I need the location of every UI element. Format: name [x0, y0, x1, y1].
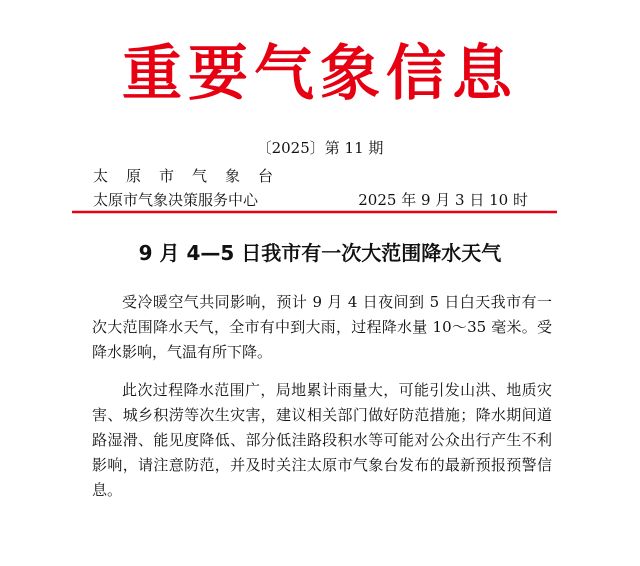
issuer-department: 太原市气象决策服务中心: [93, 191, 259, 209]
paragraph: 受冷暖空气共同影响，预计 9 月 4 日夜间到 5 日白天我市有一次大范围降水天气，全市有中到大雨，过程降水量 10～35 毫米。受降水影响，气温有所下降。: [92, 293, 552, 361]
body-text: [92, 290, 552, 516]
issue-number: 〔2025〕第 11 期: [256, 139, 384, 157]
issue-date: 2025 年 9 月 3 日 10 时: [358, 191, 528, 209]
issuer-name: 太原市气象台: [93, 167, 292, 185]
paragraph: 此次过程降水范围广，局地累计雨量大，可能引发山洪、地质灾害、城乡积涝等次生灾害，建议相关部门做好防范措施；降水期间道路湿滑、能见度降低、部分低洼路段积水等可能对公众出行产生不利影响，请注意防范，并及时关注太原市气象台发布的最新预报预警信息。: [92, 381, 552, 499]
masthead-title: 重要气象信息: [122, 39, 518, 109]
headline: 9 月 4—5 日我市有一次大范围降水天气: [138, 241, 502, 265]
red-divider-line: [72, 209, 557, 215]
